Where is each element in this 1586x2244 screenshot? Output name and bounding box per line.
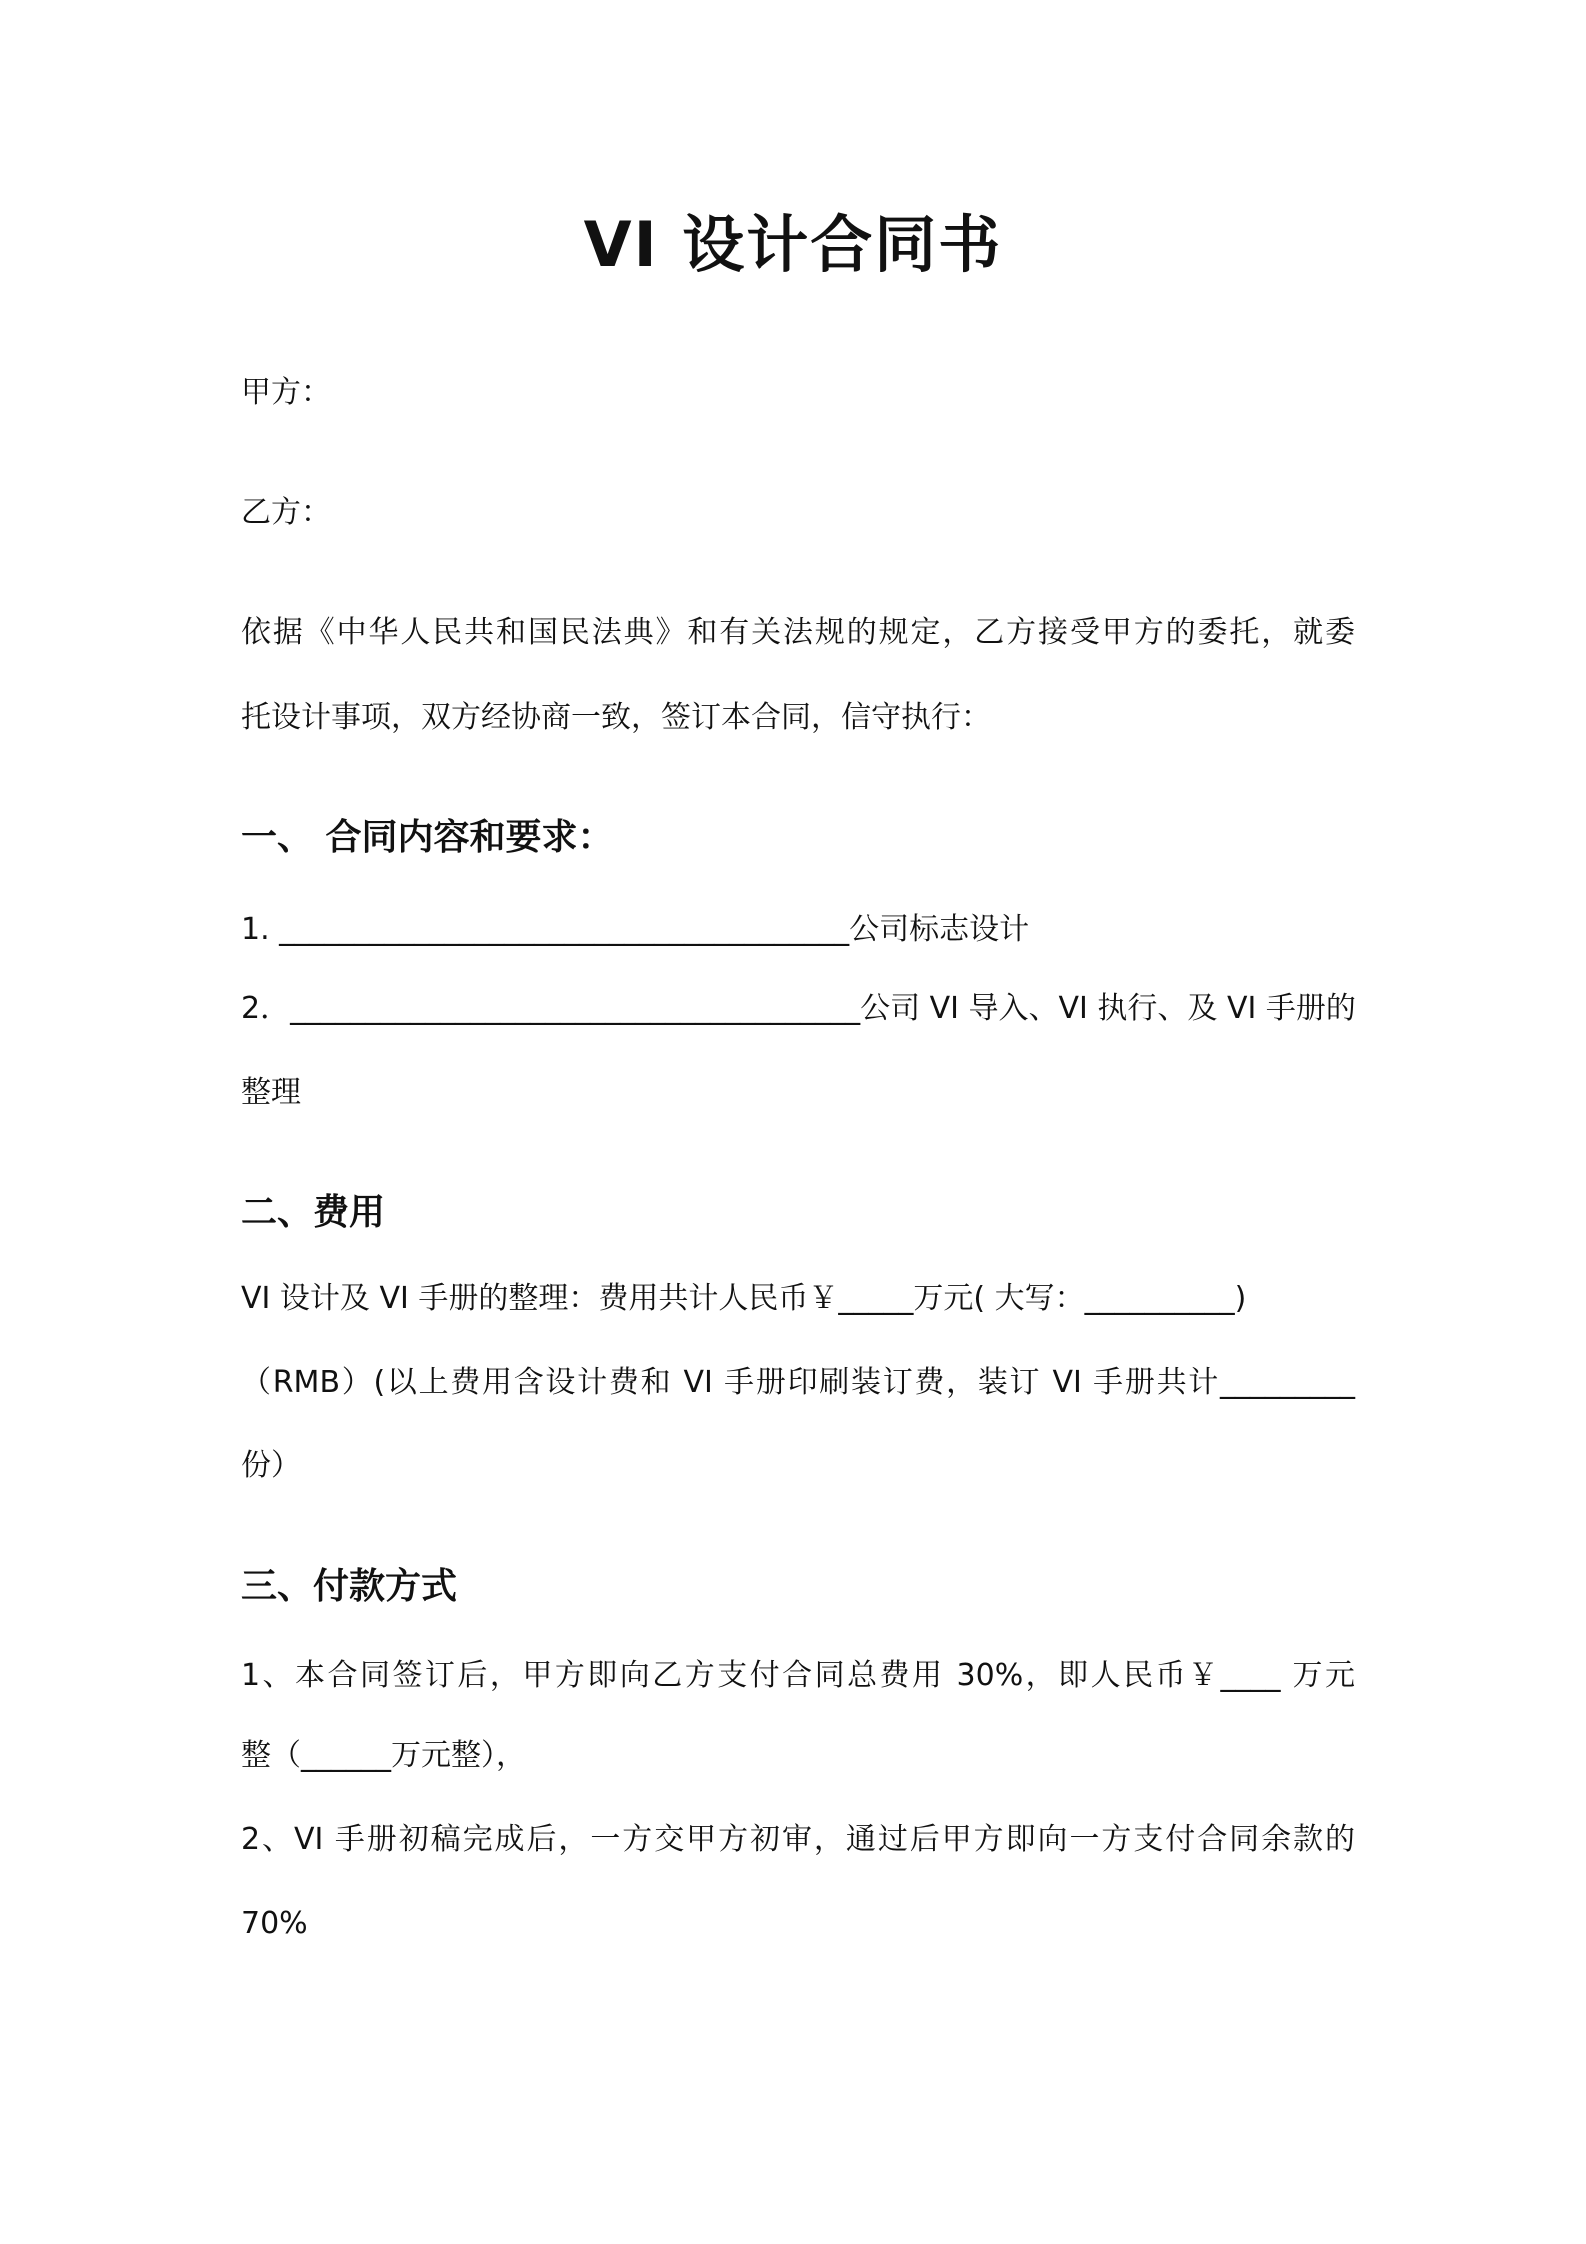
section2-line-1: VI 设计及 VI 手册的整理：费用共计人民币￥_____万元( 大写：__________) [241, 1281, 1247, 1316]
section3-item-2-line-1: 2、VI 手册初稿完成后，一方交甲方初审，通过后甲方即向一方支付合同余款的 [241, 1822, 1355, 1857]
section2-line-2: （RMB）(以上费用含设计费和 VI 手册印刷装订费，装订 VI 手册共计_________ [241, 1365, 1355, 1400]
intro-line-1: 依据《中华人民共和国民法典》和有关法规的规定，乙方接受甲方的委托，就委 [241, 615, 1355, 650]
section1-heading: 一、 合同内容和要求： [241, 817, 614, 858]
section3-item-2-line-2: 70% [241, 1906, 308, 1941]
section1-item-2-line-1: 2．______________________________________公司 VI 导入、VI 执行、及 VI 手册的 [241, 991, 1356, 1026]
section2-line-3: 份） [241, 1448, 301, 1483]
intro-line-2: 托设计事项，双方经协商一致，签订本合同，信守执行： [241, 700, 991, 735]
section3-heading: 三、付款方式 [241, 1566, 458, 1607]
section1-item-1: 1. ______________________________________公司标志设计 [241, 912, 1030, 947]
section3-item-1-line-1: 1、本合同签订后，甲方即向乙方支付合同总费用 30%，即人民币￥____ 万元 [241, 1658, 1355, 1693]
section3-item-1-line-2: 整（______万元整）， [241, 1738, 526, 1773]
party-b-label: 乙方： [241, 495, 331, 530]
section2-heading: 二、费用 [241, 1192, 386, 1233]
section1-item-2-line-2: 整理 [241, 1075, 301, 1110]
party-a-label: 甲方： [241, 375, 331, 410]
document-title: VI 设计合同书 [583, 208, 1003, 281]
